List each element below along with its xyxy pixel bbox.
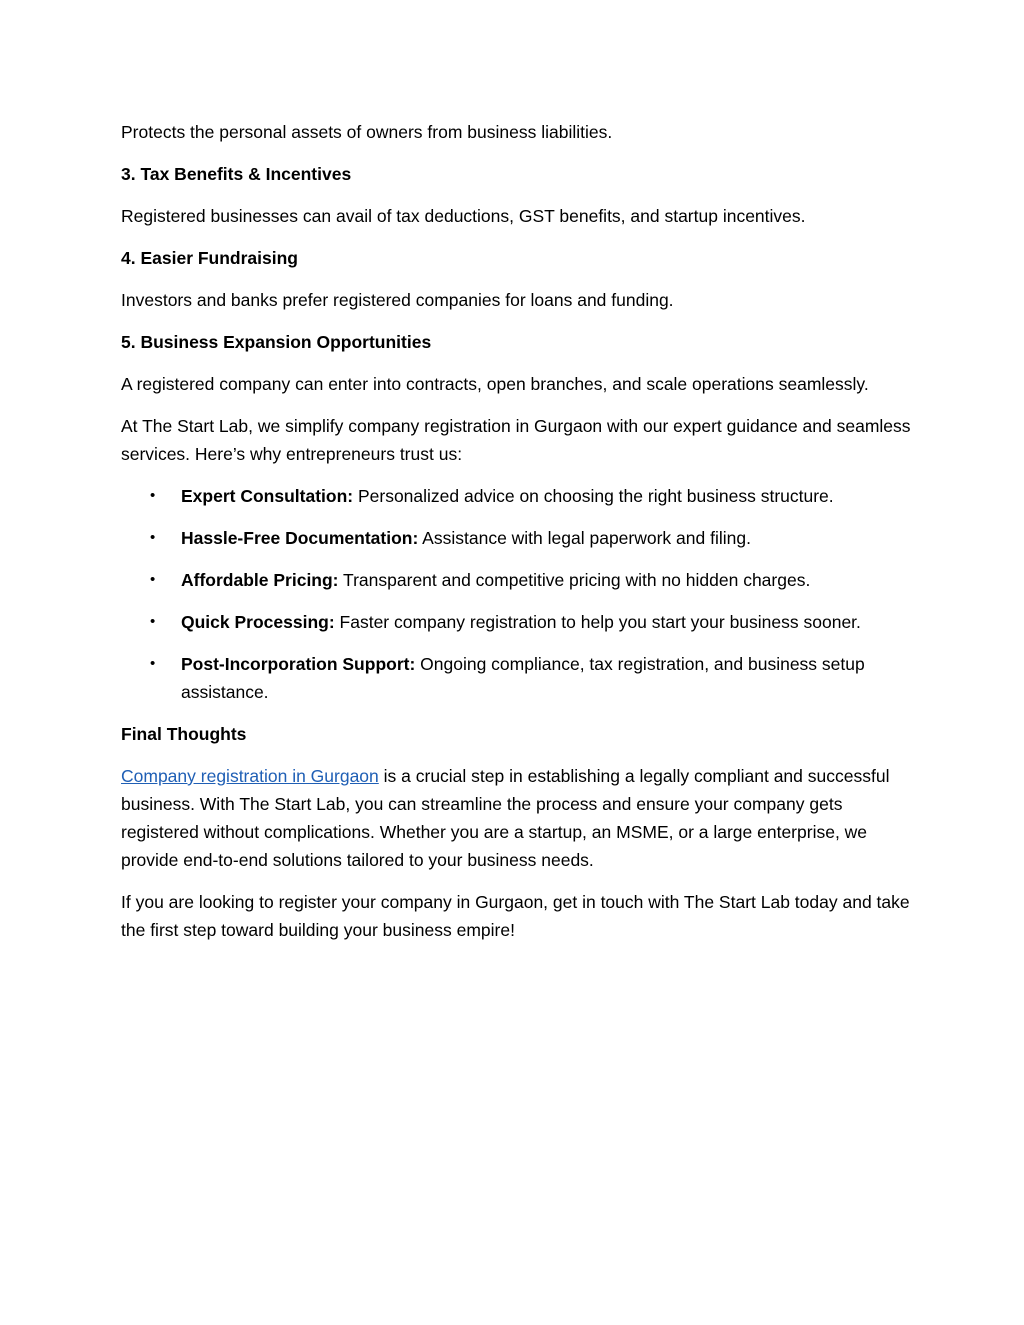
list-item [121,650,911,706]
bullet-icon: • [150,487,156,504]
bullet-text: Assistance with legal paperwork and filing. [418,528,751,548]
bullet-label: Hassle-Free Documentation: [181,528,419,548]
intro-line: Protects the personal assets of owners from business liabilities. [121,122,613,142]
section-text-easier-fundraising: Investors and banks prefer registered companies for loans and funding. [121,290,674,310]
list-item [121,566,911,594]
section-heading-easier-fundraising: 4. Easier Fundraising [121,248,298,268]
company-registration-link[interactable]: Company registration in Gurgaon [121,766,379,786]
bullet-text: Personalized advice on choosing the right business structure. [353,486,834,506]
bullet-icon: • [150,571,156,588]
final-paragraph-1 [121,762,911,874]
list-item [121,608,911,636]
list-item [121,482,911,510]
bullet-text: Transparent and competitive pricing with no hidden charges. [338,570,811,590]
final-paragraph-2: If you are looking to register your company in Gurgaon, get in touch with The Start Lab today and take the first step toward building your business empire! [121,892,910,940]
bullet-label: Expert Consultation: [181,486,354,506]
section-text-tax-benefits: Registered businesses can avail of tax deductions, GST benefits, and startup incentives. [121,206,806,226]
section-heading-tax-benefits: 3. Tax Benefits & Incentives [121,164,352,184]
bullet-icon: • [150,529,156,546]
bullet-text: Faster company registration to help you start your business sooner. [334,612,861,632]
bullet-text: Ongoing compliance, tax registration, and business setup assistance. [181,654,865,702]
list-item [121,524,911,552]
bullet-icon: • [150,613,156,630]
final-thoughts-heading: Final Thoughts [121,724,247,744]
bullet-label: Affordable Pricing: [181,570,339,590]
document-page [121,118,911,958]
reasons-list [121,482,911,706]
bullet-icon: • [150,655,156,672]
final-paragraph-1-text: is a crucial step in establishing a legally compliant and successful business. With The Start Lab, you can streamline the process and ensure your company gets registered without complications. Whether you are a startup, an MSME, or a large enterprise, we provide end-to-end solutions tailored to your business needs. [121,766,890,870]
bullet-label: Post-Incorporation Support: [181,654,416,674]
section-heading-business-expansion: 5. Business Expansion Opportunities [121,332,432,352]
bullet-label: Quick Processing: [181,612,335,632]
section-text-business-expansion: A registered company can enter into contracts, open branches, and scale operations seamlessly. [121,374,869,394]
why-intro-paragraph: At The Start Lab, we simplify company registration in Gurgaon with our expert guidance and seamless services. Here’s why entrepreneurs trust us: [121,416,911,464]
